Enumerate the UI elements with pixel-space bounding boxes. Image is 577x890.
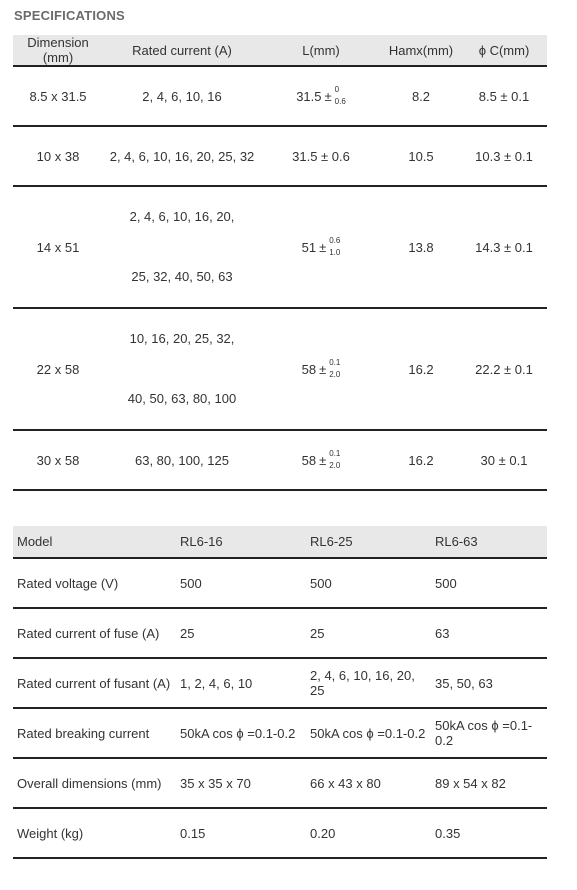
rated-current-line: 40, 50, 63, 80, 100	[127, 391, 237, 406]
models-header-row	[13, 526, 547, 558]
diameter-cell: 14.3 ± 0.1	[461, 186, 547, 308]
value-cell: 25	[176, 608, 306, 658]
dimension-cell: 22 x 58	[13, 308, 103, 430]
table-row	[13, 186, 547, 308]
property-label: Weight (kg)	[13, 808, 176, 858]
property-label: Rated voltage (V)	[13, 558, 176, 608]
tolerance-upper: 0.1	[329, 449, 341, 458]
plus-minus-sign: ±	[319, 239, 327, 255]
table-row	[13, 608, 547, 658]
rated-current-cell	[103, 186, 261, 308]
table-row	[13, 558, 547, 608]
value-cell: 0.15	[176, 808, 306, 858]
table-row	[13, 808, 547, 858]
models-header-rl6-25: RL6-25	[306, 526, 431, 558]
rated-current-line: 25, 32, 40, 50, 63	[131, 269, 233, 284]
plus-minus-sign: ±	[324, 88, 332, 104]
rated-current-cell: 2, 4, 6, 10, 16, 20, 25, 32	[103, 126, 261, 186]
spec-header-length: L(mm)	[261, 35, 381, 66]
hmax-cell: 10.5	[381, 126, 461, 186]
tolerance-lower: 2.0	[329, 370, 341, 379]
property-label: Overall dimensions (mm)	[13, 758, 176, 808]
table-row	[13, 658, 547, 708]
value-cell: 25	[306, 608, 431, 658]
plus-minus-sign: ±	[319, 361, 327, 377]
hmax-cell: 16.2	[381, 430, 461, 490]
table-row	[13, 66, 547, 126]
tolerance-upper: 0.6	[329, 236, 341, 245]
spec-header-rated-current: Rated current (A)	[103, 35, 261, 66]
diameter-cell: 22.2 ± 0.1	[461, 308, 547, 430]
models-header-rl6-16: RL6-16	[176, 526, 306, 558]
length-cell	[261, 308, 381, 430]
value-cell: 500	[431, 558, 547, 608]
models-header-rl6-63: RL6-63	[431, 526, 547, 558]
tolerance-upper: 0.1	[329, 358, 341, 367]
rated-current-cell: 63, 80, 100, 125	[103, 430, 261, 490]
spec-header-dimension: Dimension (mm)	[13, 35, 103, 66]
hmax-cell: 16.2	[381, 308, 461, 430]
spec-header-row	[13, 35, 547, 66]
value-cell: 500	[306, 558, 431, 608]
value-cell: 35 x 35 x 70	[176, 758, 306, 808]
value-cell: 35, 50, 63	[431, 658, 547, 708]
rated-current-cell: 2, 4, 6, 10, 16	[103, 66, 261, 126]
table-row	[13, 708, 547, 758]
tolerance-lower: 2.0	[329, 461, 341, 470]
length-base: 31.5	[296, 88, 322, 104]
value-cell: 89 x 54 x 82	[431, 758, 547, 808]
models-header-model: Model	[13, 526, 176, 558]
diameter-cell: 8.5 ± 0.1	[461, 66, 547, 126]
table-row	[13, 758, 547, 808]
spec-header-diameter: ϕ C(mm)	[461, 35, 547, 66]
value-cell: 0.35	[431, 808, 547, 858]
length-cell	[261, 66, 381, 126]
rated-current-line: 2, 4, 6, 10, 16, 20,	[129, 209, 235, 224]
rated-current-cell	[103, 308, 261, 430]
property-label: Rated current of fusant (A)	[13, 658, 176, 708]
value-cell: 50kA cos ϕ =0.1-0.2	[306, 708, 431, 758]
length-base: 58	[301, 361, 317, 377]
specifications-table	[13, 35, 547, 491]
tolerance-upper: 0	[334, 85, 340, 94]
tolerance-lower: 0.6	[334, 97, 346, 106]
dimension-cell: 8.5 x 31.5	[13, 66, 103, 126]
table-row	[13, 126, 547, 186]
length-base: 58	[301, 452, 317, 468]
value-cell: 50kA cos ϕ =0.1-0.2	[431, 708, 547, 758]
value-cell: 2, 4, 6, 10, 16, 20, 25	[306, 658, 431, 708]
dimension-cell: 30 x 58	[13, 430, 103, 490]
value-cell: 66 x 43 x 80	[306, 758, 431, 808]
hmax-cell: 13.8	[381, 186, 461, 308]
value-cell: 0.20	[306, 808, 431, 858]
dimension-cell: 10 x 38	[13, 126, 103, 186]
spec-header-hmax: Hamx(mm)	[381, 35, 461, 66]
diameter-cell: 10.3 ± 0.1	[461, 126, 547, 186]
rated-current-line: 10, 16, 20, 25, 32,	[129, 331, 235, 346]
length-cell: 31.5 ± 0.6	[261, 126, 381, 186]
models-table	[13, 526, 547, 859]
value-cell: 500	[176, 558, 306, 608]
tolerance-lower: 1.0	[329, 248, 341, 257]
length-cell	[261, 430, 381, 490]
table-row	[13, 308, 547, 430]
length-base: 51	[301, 239, 317, 255]
length-cell	[261, 186, 381, 308]
property-label: Rated current of fuse (A)	[13, 608, 176, 658]
hmax-cell: 8.2	[381, 66, 461, 126]
value-cell: 1, 2, 4, 6, 10	[176, 658, 306, 708]
plus-minus-sign: ±	[319, 452, 327, 468]
value-cell: 63	[431, 608, 547, 658]
section-title: SPECIFICATIONS	[14, 8, 125, 23]
property-label: Rated breaking current	[13, 708, 176, 758]
table-row	[13, 430, 547, 490]
diameter-cell: 30 ± 0.1	[461, 430, 547, 490]
value-cell: 50kA cos ϕ =0.1-0.2	[176, 708, 306, 758]
dimension-cell: 14 x 51	[13, 186, 103, 308]
